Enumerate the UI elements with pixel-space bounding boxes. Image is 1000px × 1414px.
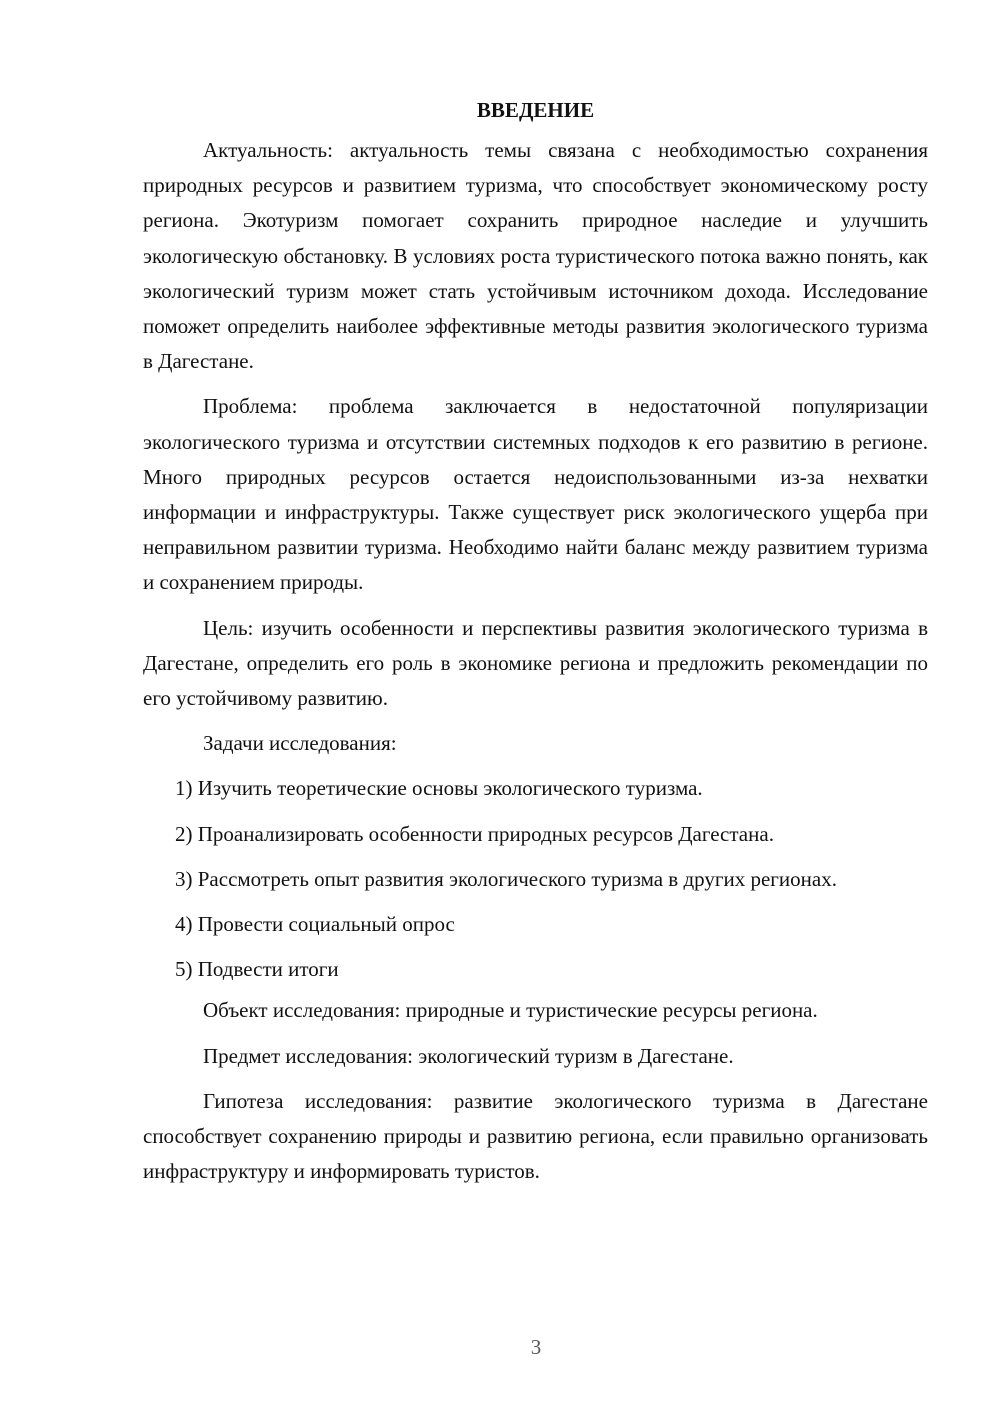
paragraph-goal: Цель: изучить особенности и перспективы развития экологического туризма в Дагестане, определить его роль в экономике региона и предложить рекомендации по его устойчивому развитию. xyxy=(143,615,928,711)
task-item: 2) Проанализировать особенности природных ресурсов Дагестана. xyxy=(175,821,774,846)
task-item: 1) Изучить теоретические основы экологического туризма. xyxy=(175,776,703,801)
task-item: 5) Подвести итоги xyxy=(175,957,339,982)
page-number: 3 xyxy=(530,1335,542,1359)
document-page xyxy=(143,94,928,1199)
task-item: 4) Провести социальный опрос xyxy=(175,912,455,937)
section-heading: ВВЕДЕНИЕ xyxy=(476,98,595,122)
paragraph-hypothesis: Гипотеза исследования: развитие экологического туризма в Дагестане способствует сохранению природы и развитию региона, если правильно организовать инфраструктуру и информировать туристов. xyxy=(143,1088,928,1184)
paragraph-subject: Предмет исследования: экологический туризм в Дагестане. xyxy=(203,1043,734,1068)
paragraph-relevance: Актуальность: актуальность темы связана с необходимостью сохранения природных ресурсов и развитием туризма, что способствует экономическому росту региона. Экотуризм помогает сохранить природное наследие и улучшить экологическую обстановку. В условиях роста туристического потока важно понять, как экологический туризм может стать устойчивым источником дохода. Исследование поможет определить наиболее эффективные методы развития экологического туризма в Дагестане. xyxy=(143,138,928,374)
paragraph-problem: Проблема: проблема заключается в недостаточной популяризации экологического туризма и отсутствии системных подходов к его развитию в регионе. Много природных ресурсов остается недоиспользованными из-за нехватки информации и инфраструктуры. Также существует риск экологического ущерба при неправильном развитии туризма. Необходимо найти баланс между развитием туризма и сохранением природы. xyxy=(143,394,928,595)
task-item: 3) Рассмотреть опыт развития экологического туризма в других регионах. xyxy=(175,866,837,891)
paragraph-object: Объект исследования: природные и туристические ресурсы региона. xyxy=(203,998,818,1023)
tasks-title: Задачи исследования: xyxy=(203,731,397,756)
